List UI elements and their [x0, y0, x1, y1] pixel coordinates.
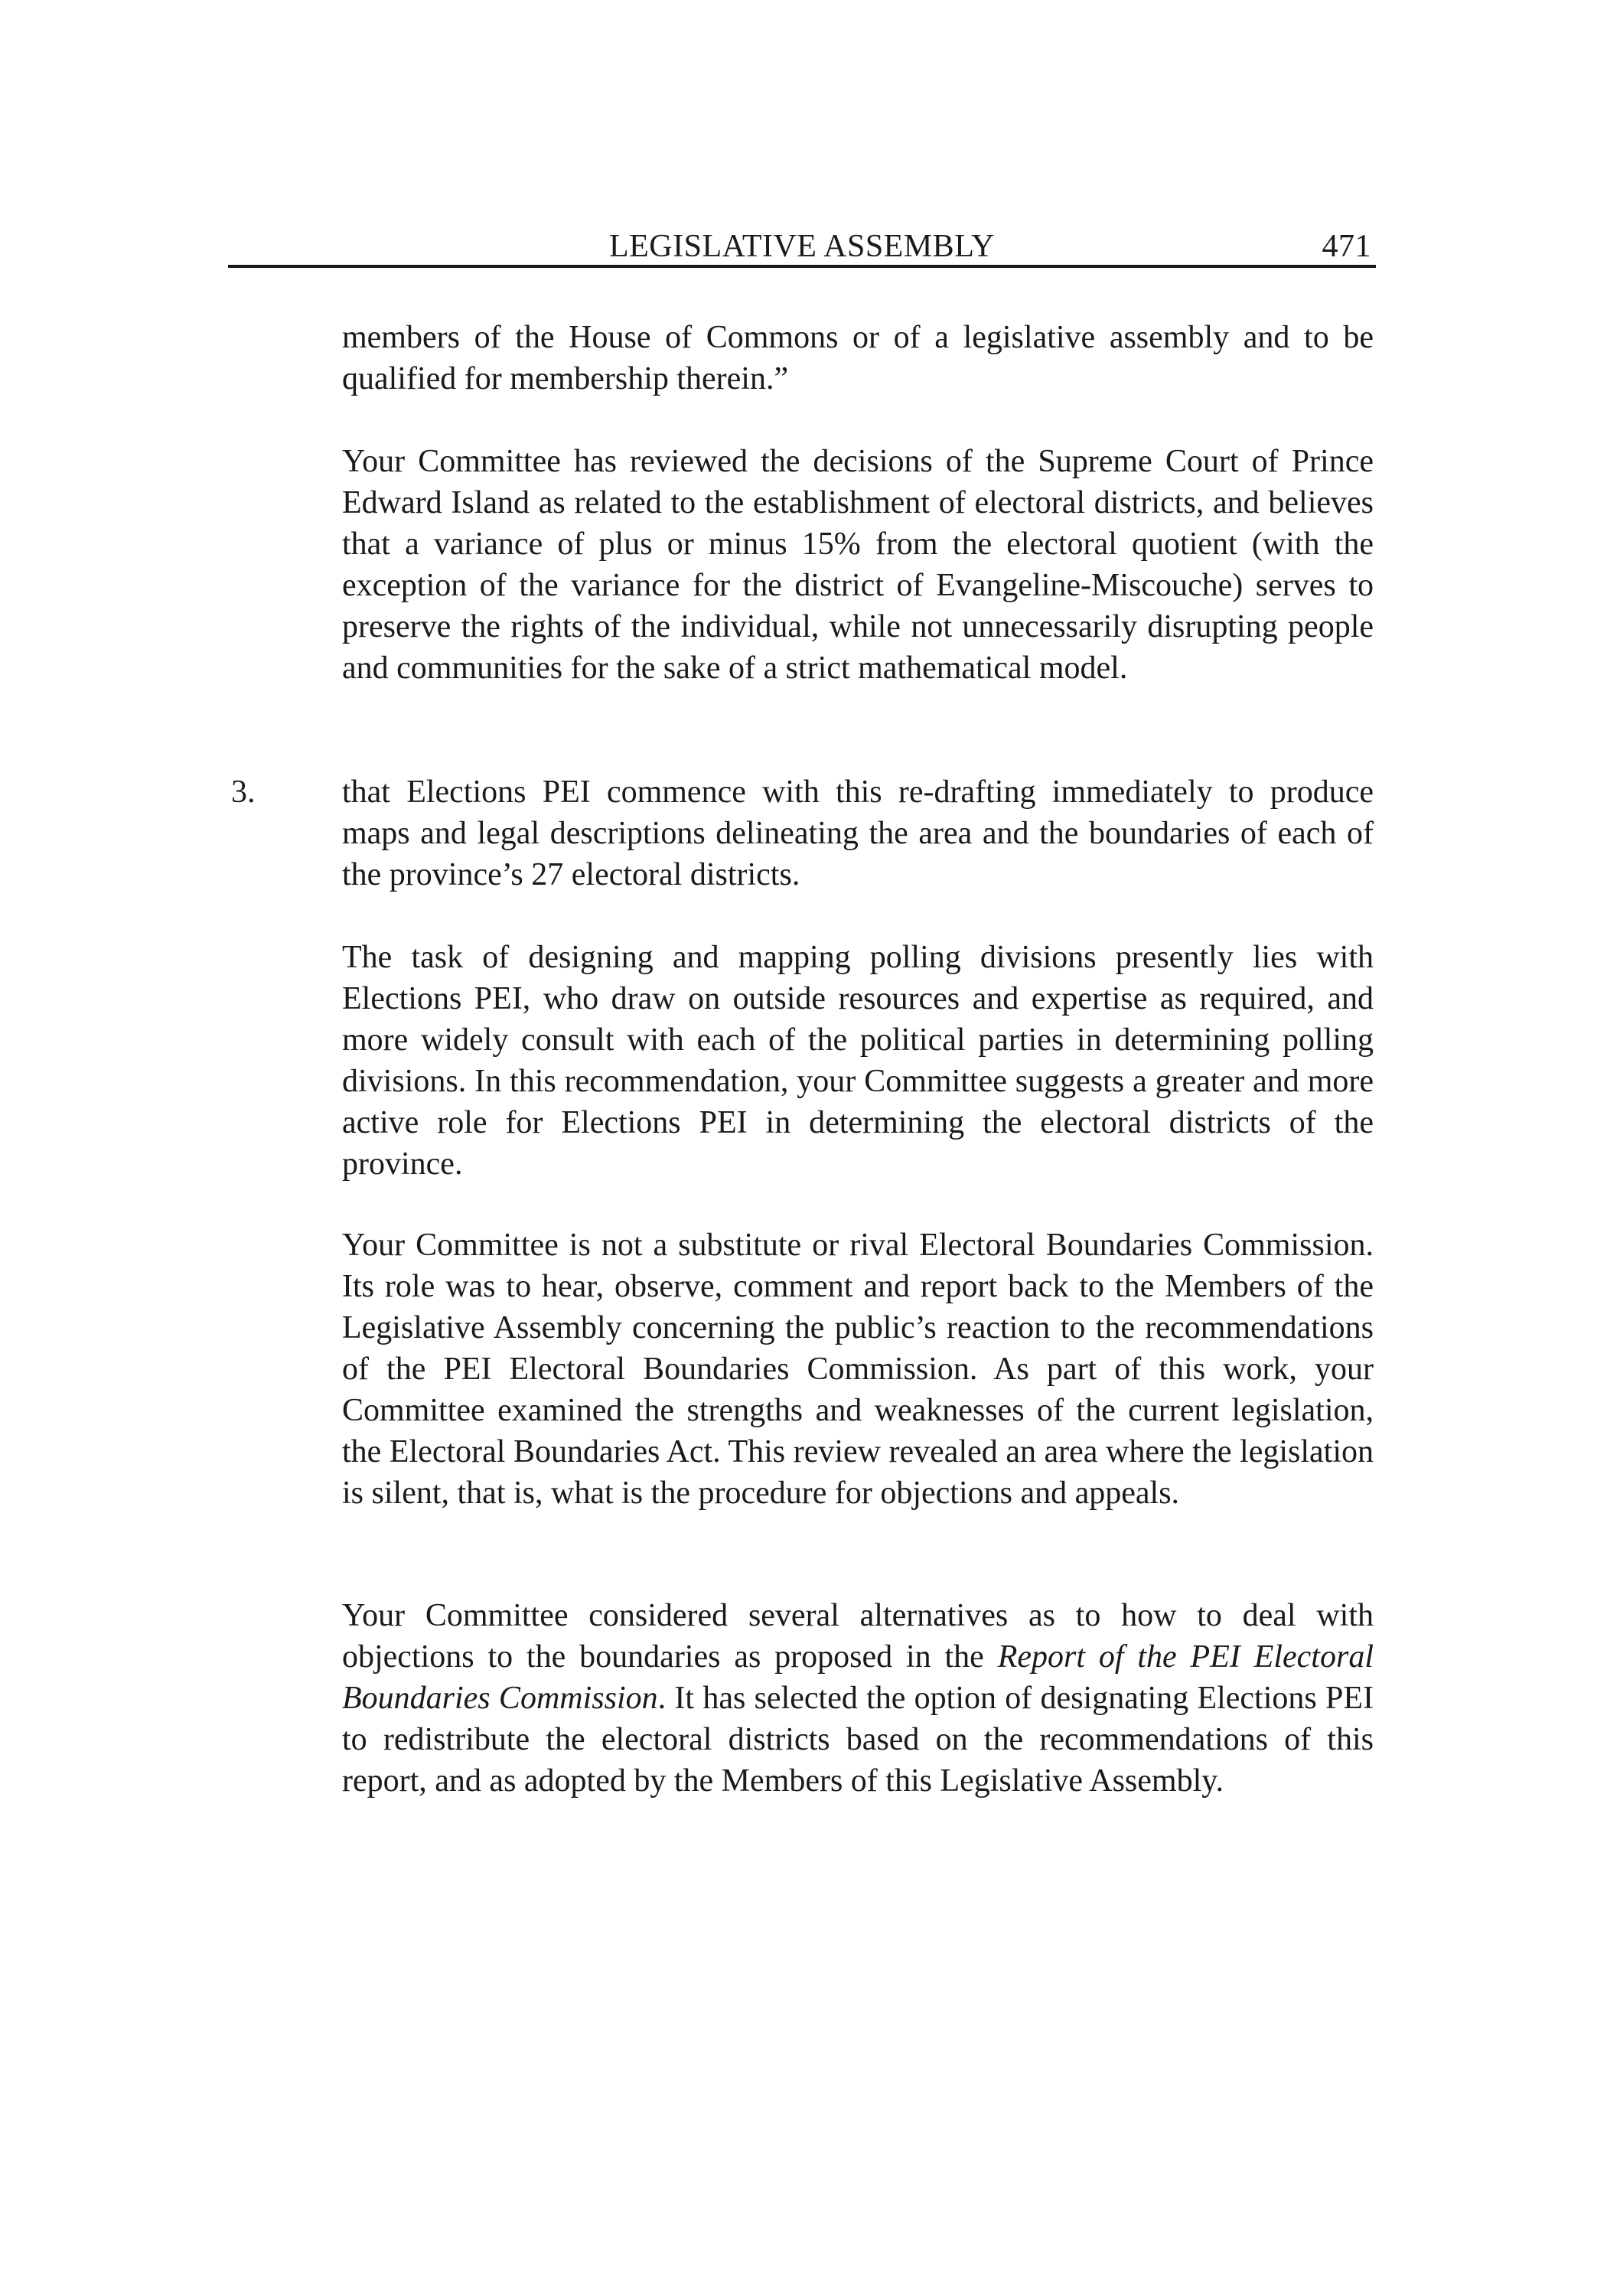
- item-3-text: that Elections PEI commence with this re-drafting immediately to produce maps and legal descriptions delineating the area and the boundaries of each of the province’s 27 electoral districts.: [342, 775, 1374, 892]
- paragraph-alternatives: [342, 1595, 1374, 1802]
- paragraph-quote-end: members of the House of Commons or of a legislative assembly and to be qualified for membership therein.”: [342, 320, 1374, 396]
- paragraph-committee-role: Your Committee is not a substitute or rival Electoral Boundaries Commission. Its role was to hear, observe, comment and report back to the Members of the Legislative Assembly concerning the public’s reaction to the recommendations of the PEI Electoral Boundaries Commission. As part of this work, your Committee examined the strengths and weaknesses of the current legislation, the Electoral Boundaries Act. This review revealed an area where the legislation is silent, that is, what is the procedure for objections and appeals.: [342, 1228, 1374, 1511]
- page-number: 471: [1322, 229, 1371, 264]
- header-title: LEGISLATIVE ASSEMBLY: [609, 229, 995, 264]
- item-number-3: 3.: [231, 775, 256, 810]
- paragraph-committee-review: Your Committee has reviewed the decisions of the Supreme Court of Prince Edward Island as related to the establishment of electoral districts, and believes that a variance of plus or minus 15% from the electoral quotient (with the exception of the variance for the district of Evangeline-Miscouche) serves to preserve the rights of the individual, while not unnecessarily disrupting people and communities for the sake of a strict mathematical model.: [342, 444, 1374, 686]
- paragraph-polling-divisions: The task of designing and mapping polling divisions presently lies with Elections PEI, who draw on outside resources and expertise as required, and more widely consult with each of the political parties in determining polling divisions. In this recommendation, your Committee suggests a greater and more active role for Elections PEI in determining the electoral districts of the province.: [342, 940, 1374, 1182]
- running-header: [228, 225, 1376, 268]
- paragraph-alternatives-part-1: Your Committee considered several alternatives as to how to deal with objections to the boundaries as proposed in the: [342, 1598, 1374, 1675]
- header-rule: [228, 265, 1376, 268]
- report-title-italic: Report of the PEI Electoral Boundaries Commission: [342, 1639, 1374, 1716]
- paragraph-alternatives-part-2: . It has selected the option of designating Elections PEI to redistribute the electoral districts based on the recommendations of this report, and as adopted by the Members of this Legislative Assembly.: [342, 1681, 1374, 1799]
